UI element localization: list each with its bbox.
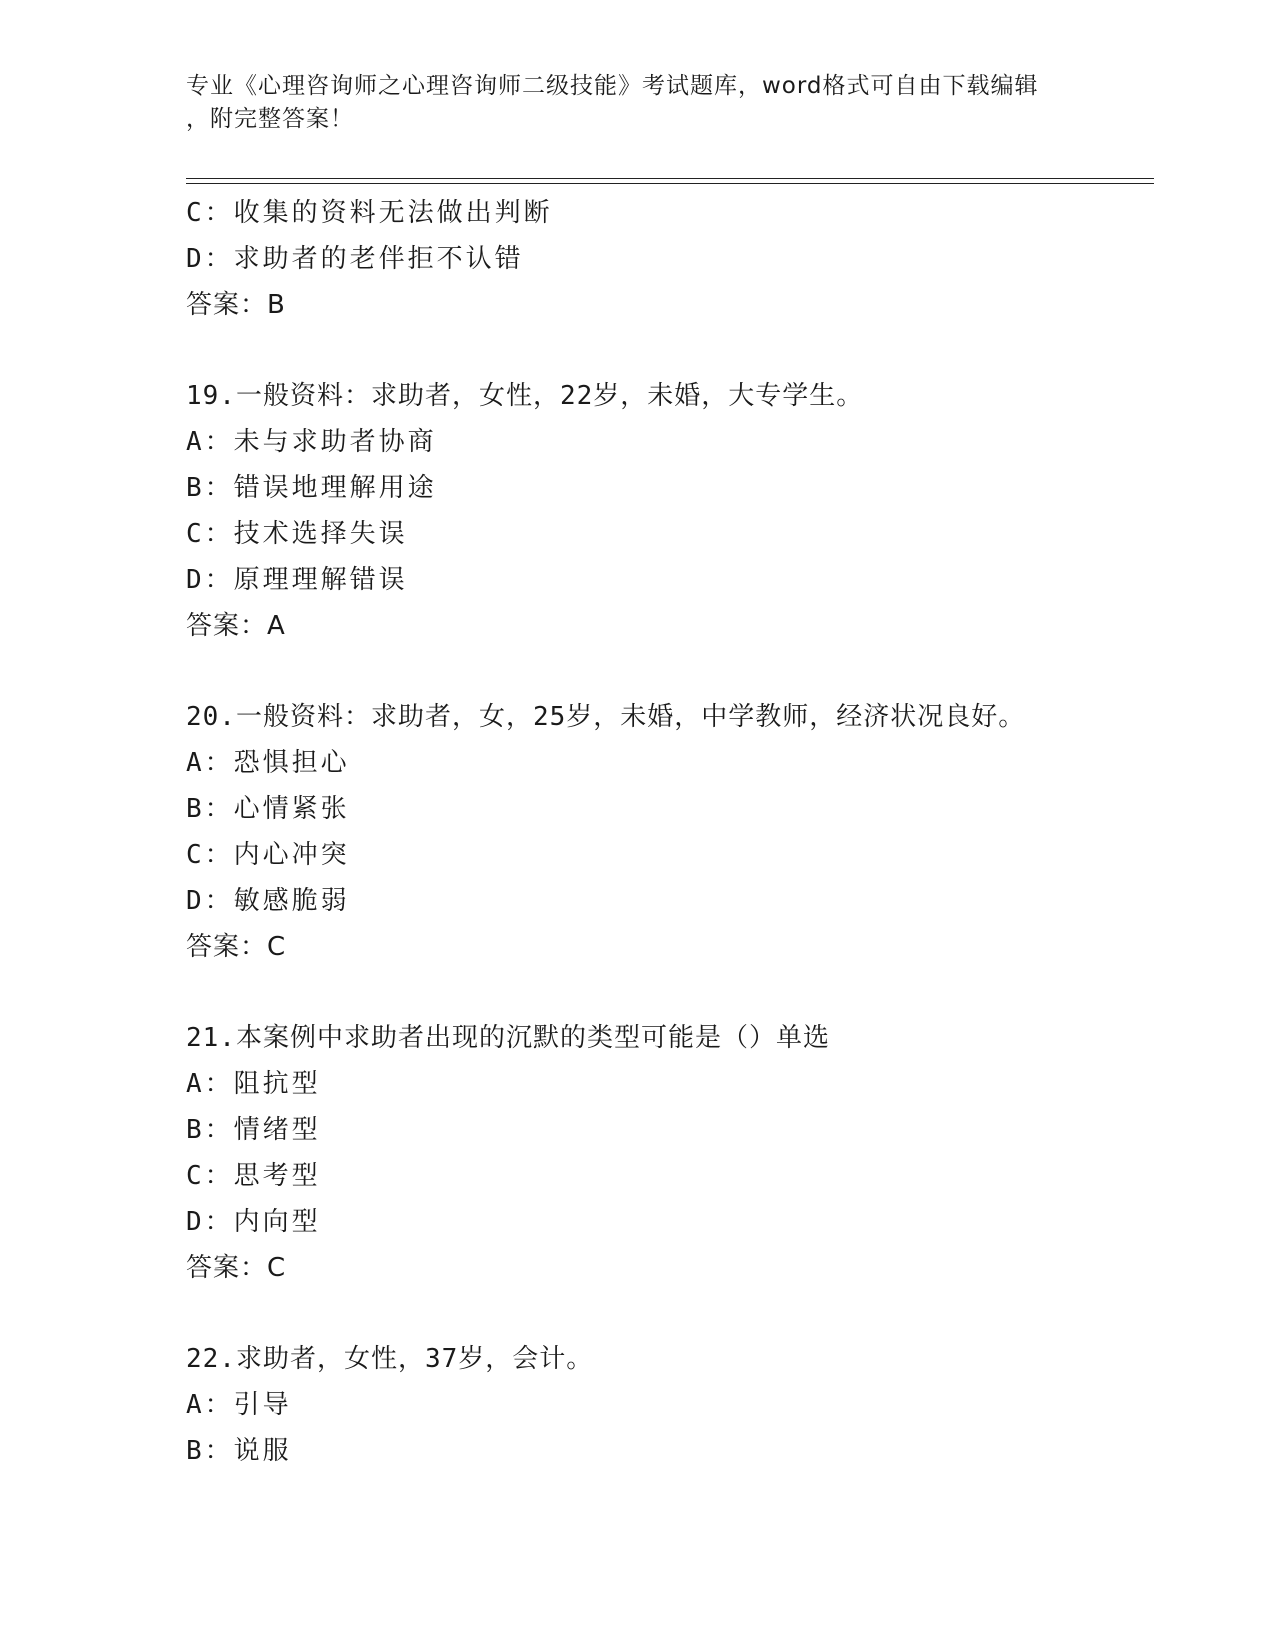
- answer-line: 答案：C: [186, 932, 287, 962]
- answer-line: 答案：C: [186, 1253, 287, 1283]
- option-b: B：说服: [186, 1436, 292, 1466]
- option-a: A：引导: [186, 1390, 292, 1420]
- spacer: [186, 328, 1154, 373]
- option-c: C：内心冲突: [186, 840, 350, 870]
- option-b: B：心情紧张: [186, 794, 350, 824]
- option-c: C：收集的资料无法做出判断: [186, 198, 553, 228]
- option-d: D：内向型: [186, 1207, 321, 1237]
- header-line-2: ，附完整答案！: [186, 106, 354, 132]
- question-stem: 19.一般资料：求助者，女性，22岁，未婚，大专学生。: [186, 381, 864, 411]
- option-a: A：阻抗型: [186, 1069, 321, 1099]
- spacer: [186, 970, 1154, 1015]
- option-b: B：情绪型: [186, 1115, 321, 1145]
- spacer: [186, 649, 1154, 694]
- option-d: D：敏感脆弱: [186, 886, 350, 916]
- header-rule-bottom: [186, 183, 1154, 184]
- question-20: [186, 694, 1154, 970]
- option-d: D：求助者的老伴拒不认错: [186, 244, 524, 274]
- question-21: [186, 1015, 1154, 1291]
- option-a: A：未与求助者协商: [186, 427, 437, 457]
- question-stem: 21.本案例中求助者出现的沉默的类型可能是（）单选: [186, 1023, 830, 1053]
- question-stem: 22.求助者，女性，37岁，会计。: [186, 1344, 594, 1374]
- spacer: [186, 1291, 1154, 1336]
- option-a: A：恐惧担心: [186, 748, 350, 778]
- option-c: C：思考型: [186, 1161, 321, 1191]
- document-header: [186, 70, 1066, 136]
- option-c: C：技术选择失误: [186, 519, 408, 549]
- question-22: [186, 1336, 1154, 1474]
- option-d: D：原理理解错误: [186, 565, 408, 595]
- question-fragment: [186, 190, 1154, 328]
- header-rule-top: [186, 178, 1154, 179]
- answer-line: 答案：A: [186, 611, 286, 641]
- answer-line: 答案：B: [186, 290, 286, 320]
- question-list: [186, 190, 1154, 1474]
- header-line-1: 专业《心理咨询师之心理咨询师二级技能》考试题库，word格式可自由下载编辑: [186, 73, 1039, 99]
- question-19: [186, 373, 1154, 649]
- question-stem: 20.一般资料：求助者，女，25岁，未婚，中学教师，经济状况良好。: [186, 702, 1026, 732]
- option-b: B：错误地理解用途: [186, 473, 437, 503]
